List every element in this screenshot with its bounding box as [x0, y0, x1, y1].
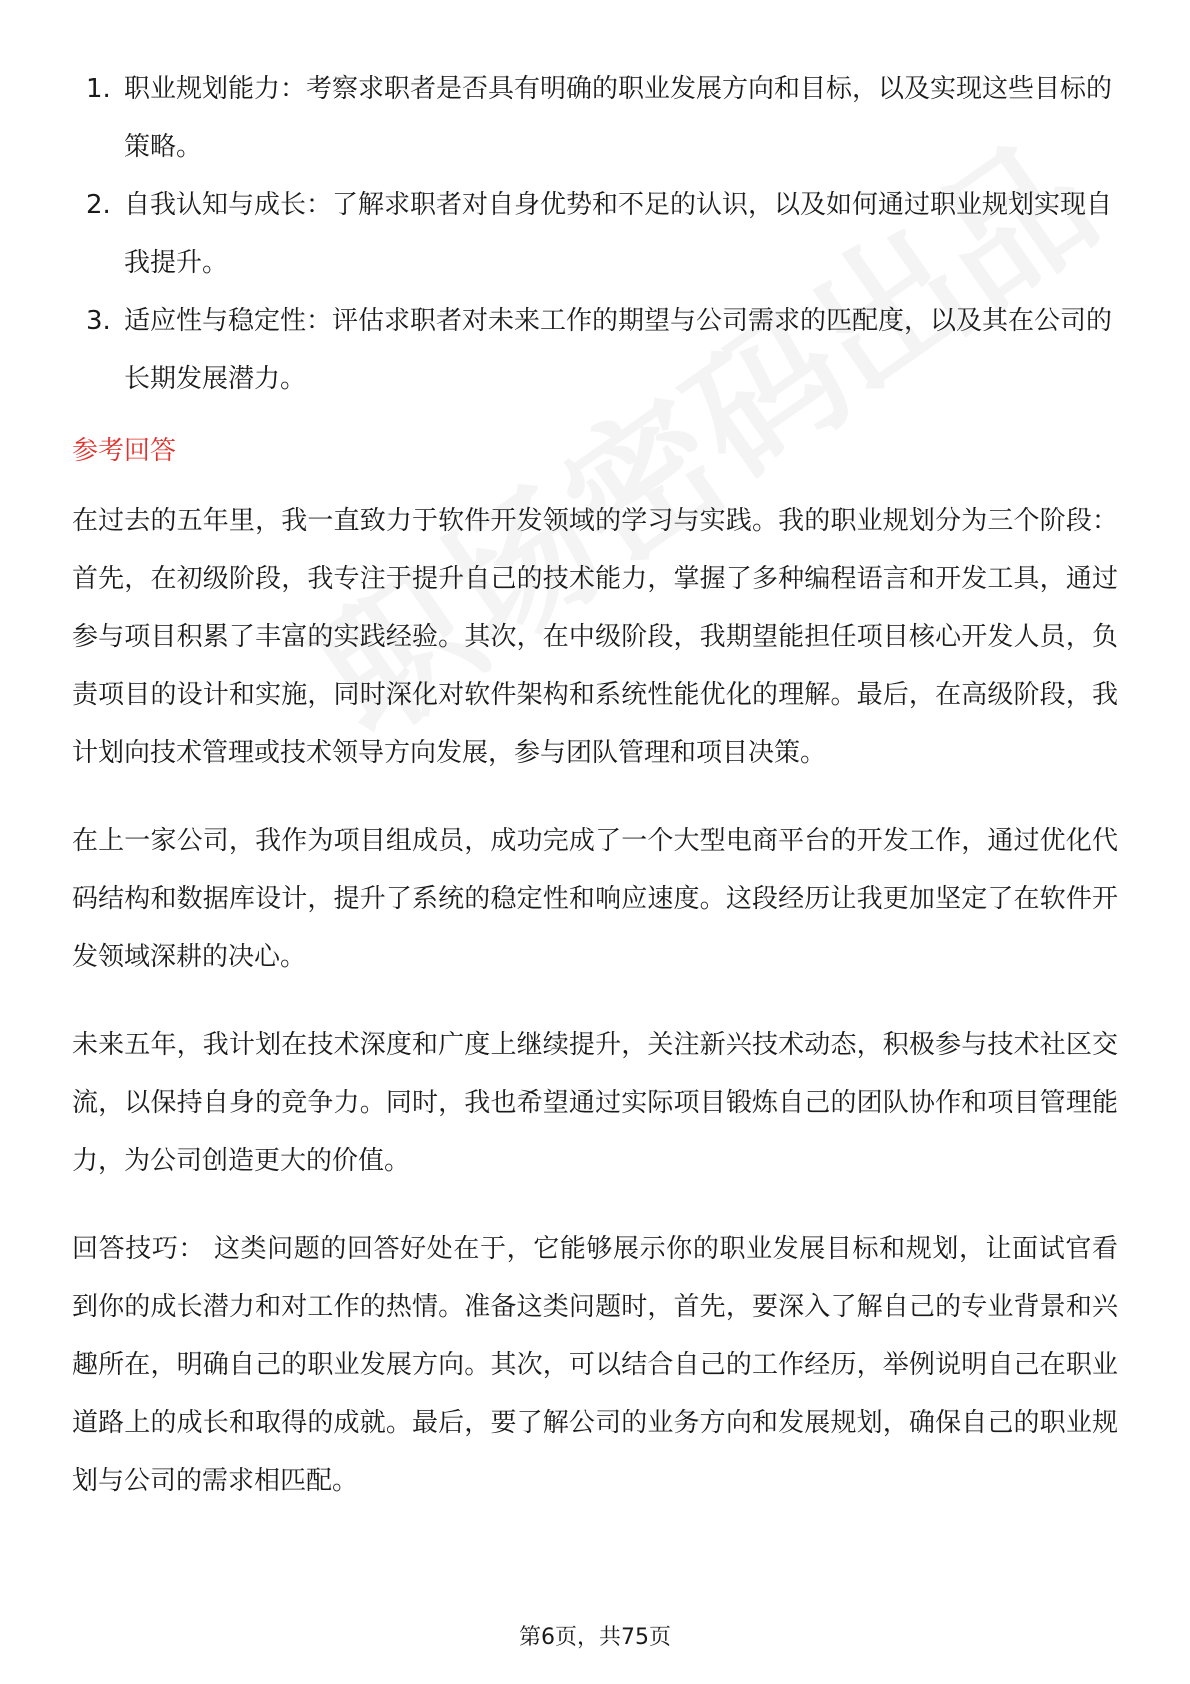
list-item-text: 自我认知与成长：了解求职者对自身优势和不足的认识，以及如何通过职业规划实现自我提升。 [124, 190, 1113, 278]
answer-paragraph: 未来五年，我计划在技术深度和广度上继续提升，关注新兴技术动态，积极参与技术社区交流，以保持自身的竞争力。同时，我也希望通过实际项目锻炼自己的团队协作和项目管理能力，为公司创造更大的价值。 [72, 1030, 1118, 1176]
section-title: 参考回答 [72, 436, 177, 466]
page-number-footer: 第6页，共75页 [519, 1625, 671, 1650]
answer-paragraph: 在上一家公司，我作为项目组成员，成功完成了一个大型电商平台的开发工作，通过优化代码结构和数据库设计，提升了系统的稳定性和响应速度。这段经历让我更加坚定了在软件开发领域深耕的决心。 [72, 826, 1118, 972]
list-item-number: 2. [86, 190, 111, 220]
criteria-list [72, 60, 1118, 408]
list-item-number: 1. [86, 74, 111, 104]
list-item-text: 适应性与稳定性：评估求职者对未来工作的期望与公司需求的匹配度，以及其在公司的长期发展潜力。 [124, 306, 1113, 394]
list-item [72, 176, 1118, 292]
answer-paragraph: 在过去的五年里，我一直致力于软件开发领域的学习与实践。我的职业规划分为三个阶段：首先，在初级阶段，我专注于提升自己的技术能力，掌握了多种编程语言和开发工具，通过参与项目积累了丰富的实践经验。其次，在中级阶段，我期望能担任项目核心开发人员，负责项目的设计和实施，同时深化对软件架构和系统性能优化的理解。最后，在高级阶段，我计划向技术管理或技术领导方向发展，参与团队管理和项目决策。 [72, 506, 1118, 768]
answer-tips-paragraph: 回答技巧： 这类问题的回答好处在于，它能够展示你的职业发展目标和规划，让面试官看到你的成长潜力和对工作的热情。准备这类问题时，首先，要深入了解自己的专业背景和兴趣所在，明确自己的职业发展方向。其次，可以结合自己的工作经历，举例说明自己在职业道路上的成长和取得的成就。最后，要了解公司的业务方向和发展规划，确保自己的职业规划与公司的需求相匹配。 [72, 1234, 1118, 1496]
list-item [72, 292, 1118, 408]
list-item-number: 3. [86, 306, 111, 336]
page-content [72, 60, 1118, 1510]
list-item [72, 60, 1118, 176]
list-item-text: 职业规划能力：考察求职者是否具有明确的职业发展方向和目标，以及实现这些目标的策略。 [124, 74, 1113, 162]
